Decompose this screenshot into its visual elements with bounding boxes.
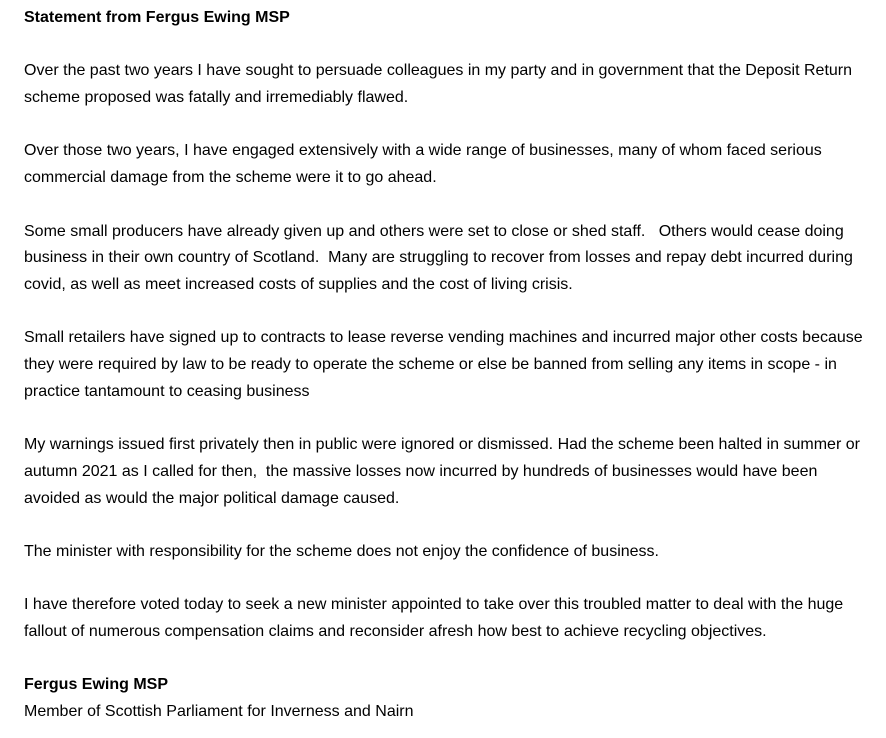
paragraph-2: Over those two years, I have engaged extensively with a wide range of businesses, many of whom faced serious commercial damage from the scheme were it to go ahead. <box>24 142 827 187</box>
paragraph-3: Some small producers have already given up and others were set to close or shed staff. Others would cease doing business in their own country of Scotland. Many are struggling to recover from losses and repay debt incurred during covid, as well as meet increased costs of supplies and the cost of living crisis. <box>24 222 858 293</box>
signature-role: Member of Scottish Parliament for Inverness and Nairn <box>24 703 414 721</box>
signature-name: Fergus Ewing MSP <box>24 676 169 694</box>
statement-document <box>24 5 868 726</box>
paragraph-7: I have therefore voted today to seek a new minister appointed to take over this troubled matter to deal with the huge fallout of numerous compensation claims and reconsider afresh how best to achieve recycling objectives. <box>24 596 848 641</box>
paragraph-5: My warnings issued first privately then in public were ignored or dismissed. Had the scheme been halted in summer or autumn 2021 as I called for then, the massive losses now incurred by hundreds of businesses would have been avoided as would the major political damage caused. <box>24 436 865 507</box>
statement-title: Statement from Fergus Ewing MSP <box>24 9 290 26</box>
paragraph-6: The minister with responsibility for the scheme does not enjoy the confidence of business. <box>24 542 659 560</box>
paragraph-4: Small retailers have signed up to contracts to lease reverse vending machines and incurred major other costs because they were required by law to be ready to operate the scheme or else be banned from selling any items in scope - in practice tantamount to ceasing business <box>24 329 868 400</box>
paragraph-1: Over the past two years I have sought to persuade colleagues in my party and in government that the Deposit Return scheme proposed was fatally and irremediably flawed. <box>24 62 857 107</box>
